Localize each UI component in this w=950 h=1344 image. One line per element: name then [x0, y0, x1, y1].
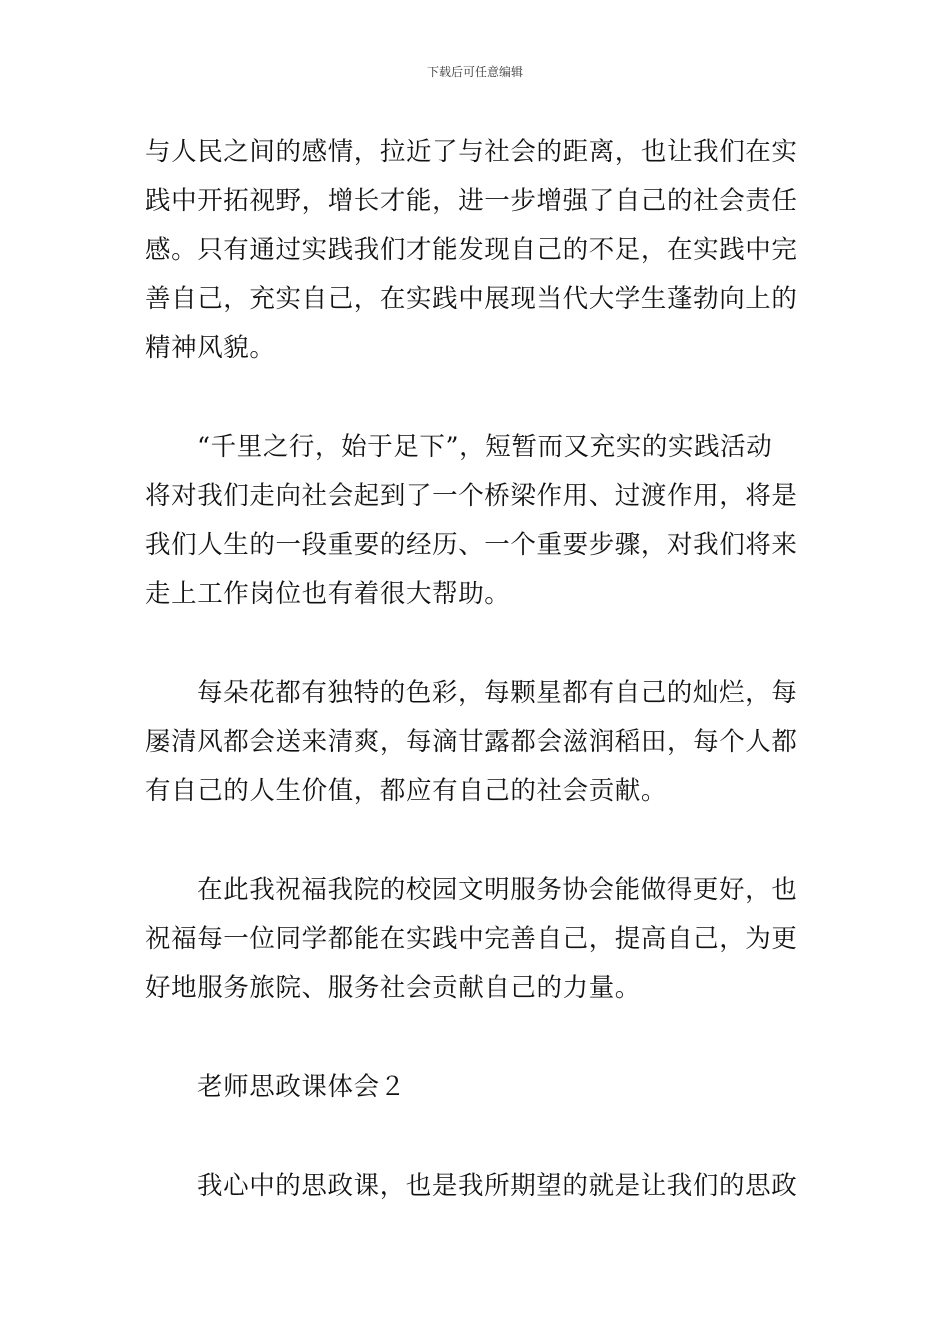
text-line: 将对我们走向社会起到了一个桥梁作用、过渡作用，将是: [145, 481, 798, 511]
paragraph-4: [145, 866, 809, 1013]
text-line: 精神风貌。: [145, 333, 276, 363]
text-line: 在此我祝福我院的校园文明服务协会能做得更好，也: [197, 875, 798, 905]
paragraph-5: [145, 1162, 809, 1211]
paragraph-1: [145, 128, 809, 373]
paragraph-spacer: [145, 373, 809, 423]
text-line: 祝福每一位同学都能在实践中完善自己，提高自己，为更: [145, 924, 798, 954]
text-line: 我心中的思政课，也是我所期望的就是让我们的思政: [197, 1171, 798, 1201]
paragraph-spacer: [145, 1112, 809, 1162]
text-line: 有自己的人生价值，都应有自己的社会贡献。: [145, 776, 668, 806]
text-line: 每朵花都有独特的色彩，每颗星都有自己的灿烂，每: [197, 678, 798, 708]
text-line: 践中开拓视野，增长才能，进一步增强了自己的社会责任: [145, 186, 798, 216]
text-line: 我们人生的一段重要的经历、一个重要步骤，对我们将来: [145, 530, 798, 560]
text-line: 好地服务旅院、服务社会贡献自己的力量。: [145, 973, 641, 1003]
text-line: 走上工作岗位也有着很大帮助。: [145, 579, 511, 609]
paragraph-spacer: [145, 1013, 809, 1063]
text-line: “千里之行，始于足下”，短暂而又充实的实践活动: [197, 432, 773, 462]
document-body: [145, 128, 809, 1211]
paragraph-3: [145, 669, 809, 816]
text-line: 与人民之间的感情，拉近了与社会的距离，也让我们在实: [145, 137, 798, 167]
text-line: 善自己，充实自己，在实践中展现当代大学生蓬勃向上的: [145, 284, 798, 314]
page-header: 下载后可任意编辑: [426, 65, 523, 79]
text-line: 感。只有通过实践我们才能发现自己的不足，在实践中完: [145, 235, 798, 265]
text-line: 屡清风都会送来清爽，每滴甘露都会滋润稻田，每个人都: [145, 727, 798, 757]
section-heading: [145, 1063, 809, 1112]
paragraph-spacer: [145, 816, 809, 866]
paragraph-spacer: [145, 619, 809, 669]
paragraph-2: [145, 423, 809, 619]
heading-line: 老师思政课体会２: [197, 1072, 406, 1102]
